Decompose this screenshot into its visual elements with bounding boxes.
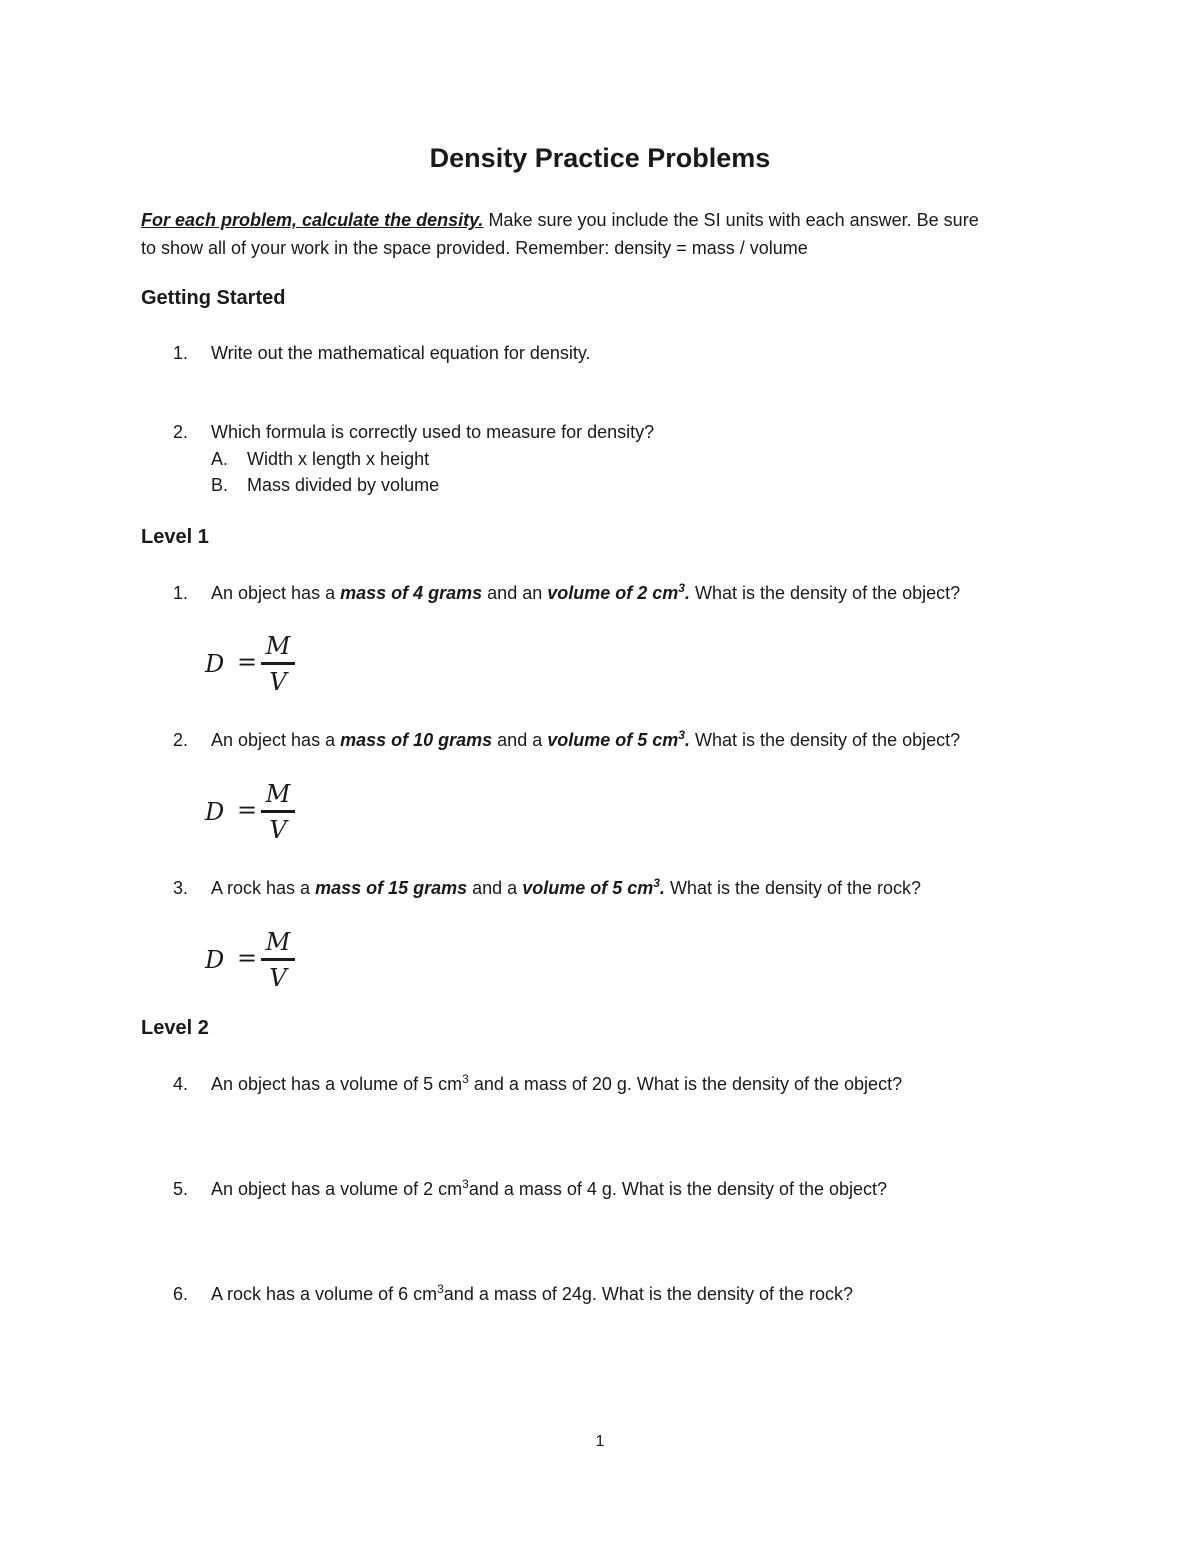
formula-volume-symbol: V	[269, 668, 287, 696]
superscript: 3	[462, 1072, 469, 1086]
question-text: Which formula is correctly used to measure for density?	[211, 422, 655, 442]
formula-equals: =	[237, 648, 258, 676]
question-l1-2	[173, 728, 960, 752]
question-number: 3.	[173, 878, 189, 898]
question-number: 1.	[173, 583, 189, 603]
formula-fraction	[261, 778, 295, 845]
formula-mass-symbol: M	[265, 780, 291, 808]
formula-density-symbol: D	[205, 650, 225, 678]
section-heading-level-1: Level 1	[141, 526, 209, 548]
option-letter: A.	[211, 449, 229, 469]
question-text: and a mass of 20 g. What is the density of the object?	[468, 1074, 903, 1094]
option-letter: B.	[211, 475, 229, 495]
period: .	[684, 583, 690, 603]
instructions-emphasis: For each problem, calculate the density.	[141, 210, 484, 230]
question-text: Write out the mathematical equation for density.	[211, 343, 591, 363]
question-l1-1	[173, 581, 960, 605]
formula-fraction	[261, 926, 295, 993]
superscript: 3	[437, 1282, 444, 1296]
option-text: Mass divided by volume	[247, 475, 440, 495]
formula-equals: =	[237, 944, 258, 972]
formula-density-symbol: D	[205, 946, 225, 974]
question-text: A rock has a volume of 6 cm	[211, 1284, 438, 1304]
question-l2-5	[173, 1177, 887, 1201]
question-number: 2.	[173, 730, 189, 750]
question-text: What is the density of the rock?	[664, 878, 922, 898]
question-text: What is the density of the object?	[689, 583, 961, 603]
formula-mass-symbol: M	[265, 632, 291, 660]
mass-emphasis: mass of 15 grams	[315, 878, 468, 898]
instructions-line1: Make sure you include the SI units with each answer. Be sure	[483, 210, 979, 230]
instructions-line2: to show all of your work in the space provided. Remember: density = mass / volume	[141, 238, 808, 258]
superscript: 3	[678, 581, 685, 595]
question-text: and a mass of 24g. What is the density of the rock?	[443, 1284, 854, 1304]
section-heading-level-2: Level 2	[141, 1017, 209, 1039]
period: .	[684, 730, 690, 750]
mass-emphasis: mass of 4 grams	[340, 583, 483, 603]
volume-emphasis: volume of 5 cm	[547, 730, 679, 750]
question-number: 5.	[173, 1179, 189, 1199]
question-text: An object has a	[211, 583, 341, 603]
formula-volume-symbol: V	[269, 964, 287, 992]
option-text: Width x length x height	[247, 449, 430, 469]
option-a	[211, 447, 429, 471]
question-text: An object has a volume of 5 cm	[211, 1074, 463, 1094]
question-number: 4.	[173, 1074, 189, 1094]
instructions	[141, 206, 1061, 262]
mass-emphasis: mass of 10 grams	[340, 730, 493, 750]
question-gs-1	[173, 341, 591, 365]
period: .	[659, 878, 665, 898]
question-text: An object has a	[211, 730, 341, 750]
question-number: 6.	[173, 1284, 189, 1304]
question-text: and a	[492, 730, 548, 750]
question-number: 2.	[173, 422, 189, 442]
question-text: and a	[467, 878, 523, 898]
superscript: 3	[462, 1177, 469, 1191]
question-text: and an	[482, 583, 548, 603]
formula-density-symbol: D	[205, 798, 225, 826]
question-l2-6	[173, 1282, 853, 1306]
page-number: 1	[595, 1433, 605, 1450]
formula-equals: =	[237, 796, 258, 824]
question-gs-2	[173, 420, 654, 444]
question-number: 1.	[173, 343, 189, 363]
page-title: Density Practice Problems	[429, 143, 771, 173]
formula-fraction	[261, 630, 295, 697]
question-text: An object has a volume of 2 cm	[211, 1179, 463, 1199]
formula-volume-symbol: V	[269, 816, 287, 844]
question-l1-3	[173, 876, 921, 900]
superscript: 3	[678, 728, 685, 742]
superscript: 3	[653, 876, 660, 890]
option-b	[211, 473, 439, 497]
volume-emphasis: volume of 2 cm	[547, 583, 679, 603]
question-text: What is the density of the object?	[689, 730, 961, 750]
formula-mass-symbol: M	[265, 928, 291, 956]
question-text: A rock has a	[211, 878, 316, 898]
section-heading-getting-started: Getting Started	[141, 287, 286, 309]
volume-emphasis: volume of 5 cm	[522, 878, 654, 898]
question-l2-4	[173, 1072, 902, 1096]
question-text: and a mass of 4 g. What is the density of the object?	[468, 1179, 888, 1199]
